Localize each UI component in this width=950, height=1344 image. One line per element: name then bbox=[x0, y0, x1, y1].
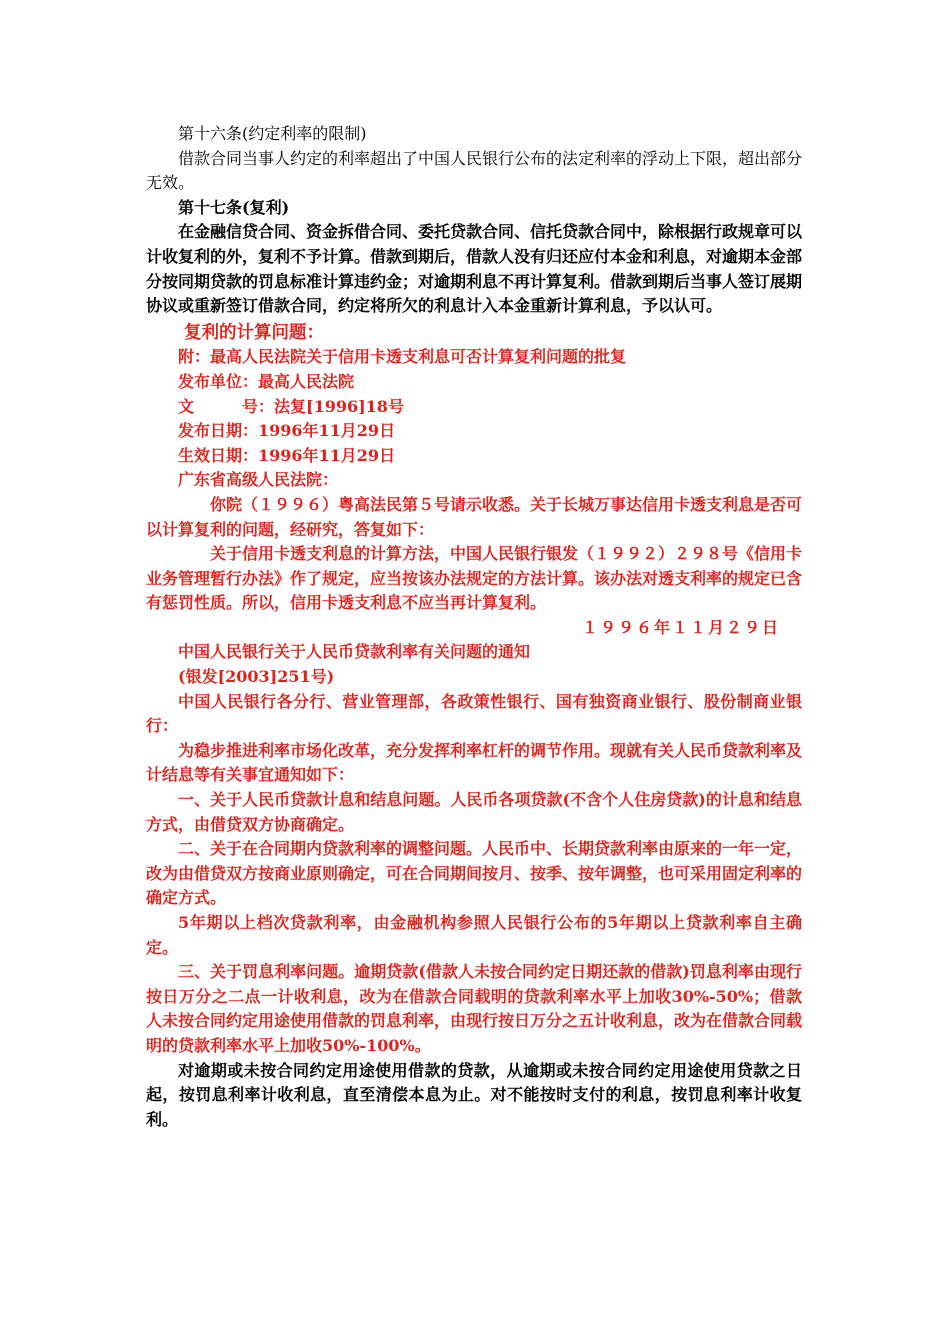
notice-item-3: 三、关于罚息利率问题。逾期贷款(借款人未按合同约定日期还款的借款)罚息利率由现行按日万分之二点一计收利息，改为在借款合同载明的贷款利率水平上加收30%-50%；借款人未按合同约定用途使用借款的罚息利率，由现行按日万分之五计收利息，改为在借款合同载明的贷款利率水平上加收50%-100%。 bbox=[146, 962, 803, 1055]
article16-title: 第十六条(约定利率的限制) bbox=[178, 124, 367, 143]
reply-publish-date: 发布日期：1996年11月29日 bbox=[178, 421, 396, 441]
reply-effective-date: 生效日期：1996年11月29日 bbox=[178, 445, 396, 465]
article17-body: 在金融信贷合同、资金拆借合同、委托贷款合同、信托贷款合同中，除根据行政规章可以计收复利的外，复利不予计算。借款到期后，借款人没有归还应付本金和利息，对逾期本金部分按同期贷款的罚息标准计算违约金；对逾期利息不再计算复利。借款到期后当事人签订展期协议或重新签订借款合同，约定将所欠的利息计入本金重新计算利息，予以认可。 bbox=[146, 222, 803, 316]
reply-title: 附：最高人民法院关于信用卡透支利息可否计算复利问题的批复 bbox=[178, 347, 627, 367]
reply-doc-no: 文 号：法复[1996]18号 bbox=[178, 396, 404, 416]
notice-doc-no: (银发[2003]251号) bbox=[178, 667, 335, 687]
article16-body: 借款合同当事人约定的利率超出了中国人民银行公布的法定利率的浮动上下限，超出部分无效。 bbox=[146, 148, 803, 193]
compound-interest-heading: 复利的计算问题： bbox=[184, 322, 324, 343]
reply-paragraph-1: 你院（１９９６）粤高法民第５号请示收悉。关于长城万事达信用卡透支利息是否可以计算复利的问题，经研究，答复如下： bbox=[146, 494, 803, 539]
notice-item-3b: 对逾期或未按合同约定用途使用借款的贷款，从逾期或未按合同约定用途使用贷款之日起，按罚息利率计收利息，直至清偿本息为止。对不能按时支付的利息，按罚息利率计收复利。 bbox=[146, 1060, 802, 1129]
notice-item-2: 二、关于在合同期内贷款利率的调整问题。人民币中、长期贷款利率由原来的一年一定，改为由借贷双方按商业原则确定，可在合同期间按月、按季、按年调整，也可采用固定利率的确定方式。 bbox=[146, 839, 803, 908]
notice-item-1: 一、关于人民币贷款计息和结息问题。人民币各项贷款(不含个人住房贷款)的计息和结息方式，由借贷双方协商确定。 bbox=[146, 790, 802, 834]
notice-item-2b: 5年期以上档次贷款利率，由金融机构参照人民银行公布的5年期以上贷款利率自主确定。 bbox=[146, 913, 802, 957]
notice-intro: 为稳步推进利率市场化改革，充分发挥利率杠杆的调节作用。现就有关人民币贷款利率及计结息等有关事宜通知如下： bbox=[146, 740, 803, 785]
article17-title: 第十七条(复利) bbox=[178, 197, 290, 217]
reply-issuer: 发布单位：最高人民法院 bbox=[178, 371, 355, 391]
reply-addressee: 广东省高级人民法院： bbox=[178, 470, 339, 490]
notice-addressee: 中国人民银行各分行、营业管理部，各政策性银行、国有独资商业银行、股份制商业银行： bbox=[146, 691, 802, 736]
notice-title: 中国人民银行关于人民币贷款利率有关问题的通知 bbox=[178, 642, 531, 662]
reply-paragraph-2: 关于信用卡透支利息的计算方法，中国人民银行银发（１９９２）２９８号《信用卡业务管理暂行办法》作了规定，应当按该办法规定的方法计算。该办法对透支利率的规定已含有惩罚性质。所以，信用卡透支利息不应当再计算复利。 bbox=[146, 544, 803, 613]
reply-date: １９９６年１１月２９日 bbox=[582, 617, 781, 637]
document-body bbox=[146, 122, 802, 1132]
